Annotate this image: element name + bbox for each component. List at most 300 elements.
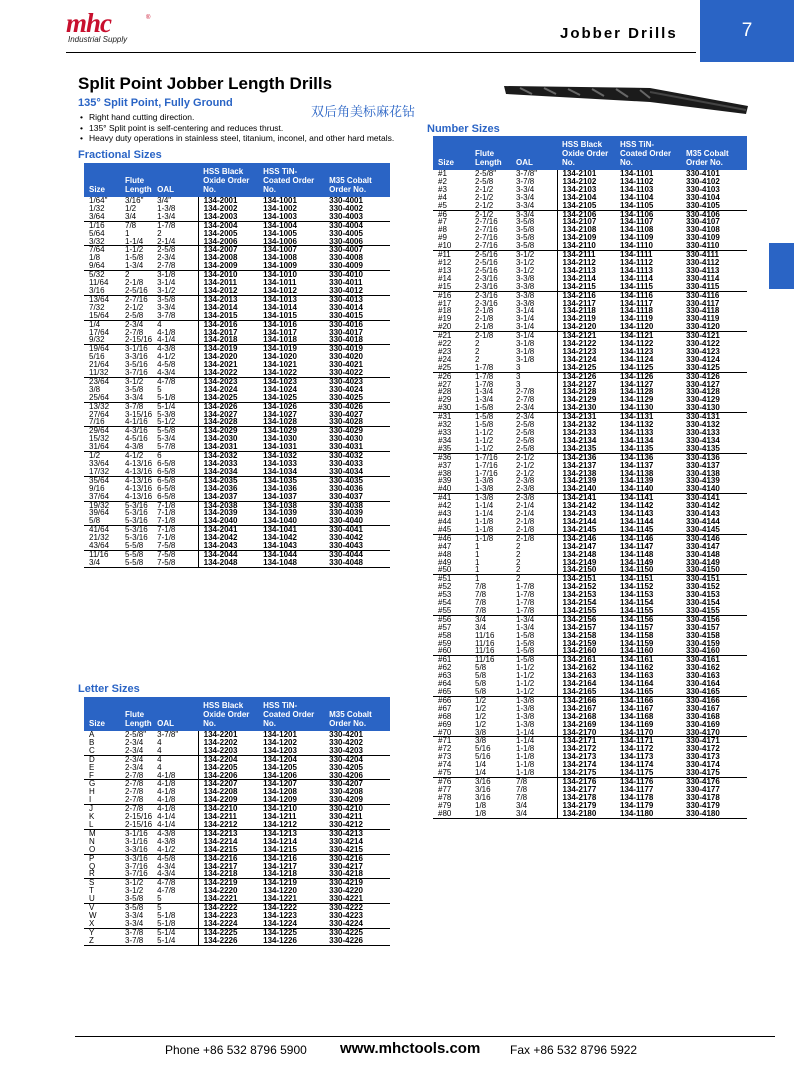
size-cell: #32	[438, 420, 452, 430]
flute-length-cell: 1-1/2	[475, 443, 494, 453]
oal-cell: 1-1/2	[511, 688, 557, 696]
logo-wordmark: mhc	[66, 8, 112, 38]
hss-tin-cell: 134-1212	[263, 819, 297, 829]
flute-length-cell: 5/8	[475, 671, 487, 681]
flute-length-cell: 2-3/16	[475, 281, 498, 291]
oal-cell: 4-7/8	[152, 879, 198, 887]
hss-black-oxide-header: HSS Black Oxide Order No.	[198, 697, 258, 731]
oal-cell: 3/4	[511, 802, 557, 810]
m35-cobalt-cell: 330-4171	[681, 737, 747, 745]
table-row	[84, 559, 390, 567]
oal-cell: 4-5/8	[152, 854, 198, 862]
oal-cell: 1-3/8	[152, 205, 198, 213]
oal-cell: 1-1/4	[511, 737, 557, 745]
hss-black-oxide-cell: 134-2142	[562, 501, 597, 511]
size-cell: #77	[438, 784, 452, 794]
oal-cell: 6-5/8	[152, 493, 198, 501]
size-cell: #43	[438, 509, 452, 519]
oal-cell: 7/8	[511, 786, 557, 794]
m35-cobalt-cell: 330-4176	[681, 777, 747, 785]
hss-black-oxide-cell: 134-2107	[562, 217, 597, 227]
hss-tin-cell: 134-1201	[263, 730, 297, 739]
oal-cell: 4-3/8	[152, 345, 198, 353]
m35-cobalt-cell: 330-4142	[686, 501, 720, 511]
flute-length-cell: 11/16	[475, 638, 495, 648]
oal-cell: 1-1/8	[511, 769, 557, 777]
oal-cell: 4-7/8	[152, 887, 198, 895]
oal-cell: 1-7/8	[511, 583, 557, 591]
flute-length-cell: 2-15/16	[125, 335, 153, 345]
logo-tagline: Industrial Supply	[68, 35, 128, 44]
hss-black-oxide-cell: 134-2225	[198, 928, 258, 936]
flute-length-cell: 2-3/16	[475, 298, 498, 308]
oal-cell: 6-5/8	[152, 460, 198, 468]
m35-cobalt-cell: 330-4107	[686, 217, 720, 227]
size-cell: #30	[438, 403, 452, 413]
m35-cobalt-cell: 330-4119	[686, 314, 720, 324]
hss-tin-cell: 134-1178	[620, 792, 654, 802]
size-cell: #25	[438, 362, 452, 372]
hss-tin-cell: 134-1037	[263, 491, 297, 501]
oal-cell: 3-1/2	[511, 259, 557, 267]
size-header: Size	[84, 163, 120, 197]
flute-length-cell: 3/16	[475, 792, 491, 802]
hss-black-oxide-cell: 134-2210	[198, 805, 258, 813]
oal-cell: 2	[511, 559, 557, 567]
oal-cell: 3-3/4	[511, 202, 557, 210]
size-cell: #74	[438, 760, 452, 770]
hss-black-oxide-cell: 134-2152	[562, 582, 597, 592]
hss-tin-cell: 134-1174	[620, 760, 654, 770]
flute-length-cell: 1	[475, 565, 480, 575]
m35-cobalt-cell: 330-4160	[686, 646, 720, 656]
oal-cell: 4	[152, 320, 198, 328]
hss-black-oxide-cell: 134-2131	[557, 413, 615, 421]
hss-black-oxide-cell: 134-2114	[562, 273, 596, 283]
oal-cell: 3-5/8	[511, 226, 557, 234]
oal-cell: 3-1/4	[511, 332, 557, 340]
m35-cobalt-cell: 330-4042	[329, 533, 363, 543]
oal-cell: 4-3/8	[152, 829, 198, 837]
hss-tin-cell: 134-1121	[615, 332, 681, 340]
flute-length-cell: 5-3/16	[125, 533, 148, 543]
size-cell: Z	[84, 937, 120, 945]
m35-cobalt-cell: 330-4165	[686, 687, 720, 696]
oal-cell: 2-1/4	[511, 502, 557, 510]
m35-cobalt-cell: 330-4013	[324, 295, 390, 303]
oal-cell: 2-7/8	[152, 262, 198, 270]
flute-length-cell: 3-7/16	[125, 368, 148, 378]
hss-black-oxide-cell: 134-2007	[198, 246, 258, 254]
flute-length-cell: 2-7/16	[475, 225, 498, 235]
flute-length-cell: 1-7/8	[470, 372, 511, 380]
hss-tin-cell: 134-1203	[263, 745, 297, 755]
size-cell: 43/64	[89, 541, 110, 551]
m35-cobalt-cell: 330-4003	[329, 211, 363, 221]
size-cell: #63	[438, 671, 452, 681]
flute-length-cell: 5-3/16	[125, 508, 148, 518]
size-cell: 1/2	[84, 452, 120, 460]
oal-cell: 1-7/8	[511, 599, 557, 607]
hss-black-oxide-cell: 134-2140	[562, 484, 597, 494]
flute-length-cell: 2	[475, 354, 480, 364]
oal-cell: 3-1/8	[511, 356, 557, 364]
m35-cobalt-cell: 330-4131	[681, 413, 747, 421]
oal-cell: 2-7/8	[511, 388, 557, 396]
m35-cobalt-cell: 330-4030	[329, 434, 363, 444]
oal-cell: 2-5/8	[152, 246, 198, 254]
size-cell: O	[89, 844, 96, 854]
size-cell: 33/64	[89, 459, 110, 468]
oal-cell: 3	[511, 381, 557, 389]
hss-black-oxide-cell: 134-2139	[562, 476, 597, 486]
flute-length-cell: 4-13/16	[125, 491, 153, 501]
oal-cell: 4-1/8	[152, 780, 198, 788]
oal-cell: 3	[511, 364, 557, 372]
size-cell: #50	[438, 565, 452, 575]
size-cell: #17	[438, 298, 452, 308]
oal-cell: 1-7/8	[152, 221, 198, 229]
m35-cobalt-cell: 330-4219	[324, 879, 390, 887]
size-cell: 29/64	[84, 427, 120, 435]
oal-cell: 3-1/2	[152, 287, 198, 295]
oal-cell: 2	[511, 551, 557, 559]
hss-black-oxide-cell: 134-2153	[562, 590, 597, 600]
size-cell: #76	[433, 777, 470, 785]
size-cell: 7/16	[89, 417, 105, 427]
hss-black-oxide-cell: 134-2032	[198, 452, 258, 460]
flute-length-cell: 3-1/16	[120, 345, 152, 353]
m35-cobalt-cell: 330-4147	[686, 541, 720, 551]
hss-tin-cell: 134-1170	[620, 727, 654, 737]
size-cell: 1/32	[89, 203, 105, 213]
hss-tin-cell: 134-1124	[620, 354, 654, 364]
hss-black-oxide-cell: 134-2132	[562, 420, 597, 430]
fax-number: Fax +86 532 8796 5922	[510, 1043, 638, 1057]
registered-mark: ®	[146, 15, 151, 21]
size-cell: 17/32	[89, 466, 110, 476]
flute-length-cell: 1-7/16	[470, 453, 511, 461]
m35-cobalt-cell: 330-4125	[686, 362, 720, 372]
m35-cobalt-cell: 330-4025	[329, 392, 363, 402]
oal-cell: 2-3/4	[511, 413, 557, 421]
flute-length-cell: 11/16	[475, 646, 495, 656]
m35-cobalt-cell: 330-4141	[681, 494, 747, 502]
flute-length-cell: 1-1/4	[475, 509, 494, 519]
hss-tin-cell: 134-1005	[263, 228, 297, 238]
size-cell: Y	[84, 928, 120, 936]
oal-cell: 5	[152, 904, 198, 912]
size-cell: #9	[438, 233, 447, 243]
flute-length-cell: 2-7/8	[120, 805, 152, 813]
m35-cobalt-cell: 330-4009	[329, 261, 363, 271]
hss-tin-cell: 134-1023	[258, 377, 324, 385]
hss-tin-cell: 134-1014	[263, 302, 297, 312]
flute-length-cell: 1-5/8	[125, 253, 144, 263]
m35-cobalt-cell: 330-4031	[329, 442, 363, 452]
size-cell: 5/16	[89, 352, 105, 362]
oal-cell: 3-1/4	[511, 323, 557, 331]
hss-black-oxide-cell: 134-2028	[203, 417, 238, 427]
oal-cell: 1-1/4	[511, 729, 557, 737]
size-cell: 3/64	[89, 211, 105, 221]
m35-cobalt-cell: 330-4220	[329, 886, 363, 896]
m35-cobalt-cell: 330-4048	[324, 559, 390, 567]
size-cell: 1/4	[84, 320, 120, 328]
size-cell: 3/16	[89, 285, 105, 295]
hss-black-oxide-cell: 134-2134	[562, 435, 597, 445]
hss-tin-cell: 134-1207	[258, 780, 324, 788]
m35-cobalt-cell: 330-4023	[324, 377, 390, 385]
feature-item: • 135° Split point is self-centering and reduces thrust.	[80, 123, 394, 134]
oal-cell: 4	[152, 747, 198, 755]
oal-cell: 2-3/8	[511, 494, 557, 502]
m35-cobalt-cell: 330-4135	[686, 443, 720, 453]
table-row	[84, 493, 390, 501]
size-cell: #22	[438, 339, 452, 349]
oal-cell: 2-1/4	[152, 238, 198, 246]
oal-cell: 3-5/8	[152, 295, 198, 303]
hss-black-oxide-cell: 134-2224	[203, 918, 238, 928]
oal-cell: 3-3/8	[511, 275, 557, 283]
m35-cobalt-cell: 330-4214	[329, 836, 363, 846]
hss-tin-cell: 134-1202	[263, 737, 297, 747]
hss-tin-cell: 134-1141	[615, 494, 681, 502]
m35-cobalt-cell: 330-4179	[686, 800, 720, 810]
flute-length-cell: 2-7/8	[125, 327, 144, 337]
hss-black-oxide-cell: 134-2011	[203, 278, 238, 288]
header-divider	[66, 52, 696, 53]
m35-cobalt-cell: 330-4146	[681, 534, 747, 542]
flute-length-cell: 1/2	[125, 203, 137, 213]
hss-black-oxide-cell: 134-2166	[557, 696, 615, 704]
oal-cell: 3-1/8	[152, 271, 198, 279]
hss-black-oxide-cell: 134-2148	[562, 549, 597, 559]
size-cell: S	[84, 879, 120, 887]
hss-tin-cell: 134-1130	[620, 403, 654, 413]
flute-length-cell: 1	[125, 228, 130, 238]
hss-black-oxide-cell: 134-2161	[557, 656, 615, 664]
m35-cobalt-cell: 330-4028	[329, 417, 363, 427]
m35-cobalt-header: M35 Cobalt Order No.	[324, 697, 390, 731]
m35-cobalt-cell: 330-4108	[686, 225, 720, 235]
flute-length-cell: 1-5/8	[475, 420, 494, 430]
m35-cobalt-cell: 330-4150	[686, 565, 720, 575]
m35-cobalt-cell: 330-4206	[329, 770, 363, 780]
hss-black-oxide-cell: 134-2169	[562, 719, 597, 729]
flute-length-cell: 1/2	[470, 696, 511, 704]
hss-black-oxide-cell: 134-2110	[562, 241, 596, 251]
hss-tin-cell: 134-1215	[263, 844, 297, 854]
size-cell: #27	[438, 379, 452, 389]
size-cell: J	[84, 805, 120, 813]
hss-black-oxide-cell: 134-2039	[203, 508, 238, 518]
size-cell: #55	[438, 605, 452, 615]
oal-cell: 5-3/4	[152, 435, 198, 443]
flute-length-cell: 2-15/16	[125, 812, 153, 822]
hss-tin-cell: 134-1164	[620, 679, 654, 689]
oal-cell: 7/8	[511, 777, 557, 785]
size-cell: #38	[438, 468, 452, 478]
flute-length-cell: 4-1/2	[120, 452, 152, 460]
size-cell: #15	[438, 281, 452, 291]
size-cell: P	[84, 854, 120, 862]
m35-cobalt-cell: 330-4215	[329, 844, 363, 854]
website-link[interactable]: www.mhctools.com	[340, 1040, 481, 1057]
m35-cobalt-cell: 330-4038	[324, 501, 390, 509]
hss-tin-cell: 134-1137	[620, 460, 654, 470]
m35-cobalt-cell: 330-4120	[686, 322, 720, 332]
oal-cell: 4-3/4	[152, 369, 198, 377]
hss-black-oxide-cell: 134-2151	[557, 575, 615, 583]
flute-length-cell: 2-3/4	[125, 737, 144, 747]
hss-black-oxide-cell: 134-2043	[203, 541, 238, 551]
hss-tin-cell: 134-1175	[620, 768, 654, 778]
hss-tin-cell: 134-1013	[258, 295, 324, 303]
size-cell: 5/32	[84, 271, 120, 279]
oal-cell: 7-1/8	[152, 526, 198, 534]
flute-length-cell: 2-1/2	[475, 200, 494, 210]
hss-black-oxide-cell: 134-2126	[557, 372, 615, 380]
hss-tin-cell: 134-1044	[258, 550, 324, 558]
hss-tin-cell: 134-1160	[620, 646, 654, 656]
hss-black-oxide-cell: 134-2168	[562, 711, 597, 721]
m35-cobalt-cell: 330-4177	[686, 784, 720, 794]
oal-cell: 5-1/8	[152, 912, 198, 920]
hss-black-oxide-cell: 134-2002	[203, 203, 238, 213]
oal-cell: 1-3/8	[511, 696, 557, 704]
oal-cell: 1-5/8	[511, 647, 557, 655]
hss-tin-header: HSS TiN-Coated Order No.	[258, 163, 324, 197]
size-cell: #35	[438, 443, 452, 453]
hss-tin-cell: 134-1150	[620, 565, 654, 575]
hss-black-oxide-cell: 134-2147	[562, 541, 597, 551]
flute-length-cell: 5/16	[475, 744, 491, 754]
size-cell: 9/32	[89, 335, 105, 345]
hss-black-oxide-cell: 134-2104	[562, 192, 597, 202]
flute-length-cell: 1-1/8	[475, 516, 494, 526]
oal-cell: 1-3/8	[511, 705, 557, 713]
table-row	[433, 283, 747, 291]
hss-tin-cell: 134-1021	[263, 360, 297, 370]
m35-cobalt-cell: 330-4158	[686, 630, 720, 640]
hss-black-oxide-cell: 134-2135	[562, 443, 597, 453]
hss-tin-cell: 134-1179	[620, 800, 654, 810]
hss-black-oxide-cell: 134-2021	[203, 360, 238, 370]
flute-length-cell: 2-5/8"	[125, 730, 147, 739]
hss-black-oxide-cell: 134-2133	[562, 428, 597, 437]
size-cell: F	[89, 770, 94, 780]
table-row	[84, 312, 390, 320]
flute-length-cell: 4-3/8	[125, 442, 144, 452]
flute-length-cell: 3-1/2	[125, 886, 144, 896]
size-cell: #24	[438, 354, 452, 364]
flute-length-cell: 2-7/16	[120, 295, 152, 303]
size-cell: #39	[438, 476, 452, 486]
flute-length-cell: 3/4	[470, 615, 511, 623]
flute-length-cell: 3-5/8	[125, 384, 144, 394]
table-row	[433, 445, 747, 453]
m35-cobalt-cell: 330-4202	[329, 737, 363, 747]
size-cell: 39/64	[89, 508, 110, 518]
hss-tin-cell: 134-1009	[263, 261, 297, 271]
oal-cell: 3	[511, 372, 557, 380]
size-cell: 3/32	[89, 236, 105, 246]
oal-cell: 4	[152, 764, 198, 772]
m35-cobalt-cell: 330-4016	[324, 320, 390, 328]
hss-black-oxide-cell: 134-2033	[203, 459, 238, 468]
size-cell: U	[89, 894, 95, 904]
oal-cell: 2	[152, 230, 198, 238]
size-cell: #64	[438, 679, 452, 689]
hss-tin-cell: 134-1012	[263, 285, 297, 295]
hss-black-oxide-cell: 134-2208	[203, 787, 238, 797]
flute-length-cell: 3-7/8	[120, 937, 152, 945]
flute-length-cell: 2-5/8"	[475, 169, 497, 178]
m35-cobalt-cell: 330-4026	[324, 402, 390, 410]
size-cell: 31/64	[89, 442, 110, 452]
oal-cell: 2-3/4	[511, 404, 557, 412]
hss-black-oxide-cell: 134-2014	[203, 302, 238, 312]
hss-tin-cell: 134-1041	[258, 526, 324, 534]
hss-tin-cell: 134-1102	[620, 176, 654, 186]
oal-cell: 5-1/4	[152, 402, 198, 410]
flute-length-cell: 7/8	[120, 221, 152, 229]
oal-cell: 5-1/2	[152, 418, 198, 426]
hss-tin-cell: 134-1152	[620, 582, 654, 592]
oal-cell: 7-1/8	[152, 534, 198, 542]
size-cell: #40	[438, 484, 452, 494]
m35-cobalt-cell: 330-4101	[686, 169, 720, 178]
hss-black-oxide-cell: 134-2160	[562, 646, 597, 656]
flute-length-cell: 3/16"	[125, 196, 144, 205]
size-cell: #31	[433, 413, 470, 421]
hss-tin-cell: 134-1177	[620, 784, 654, 794]
flute-length-cell: 1	[475, 541, 480, 551]
size-cell: #65	[438, 687, 452, 696]
hss-tin-cell: 134-1225	[258, 928, 324, 936]
oal-cell: 1-1/8	[511, 753, 557, 761]
oal-cell: 1-5/8	[511, 640, 557, 648]
m35-cobalt-cell: 330-4117	[686, 298, 720, 308]
page-number-tab	[700, 0, 794, 62]
hss-black-oxide-cell: 134-2127	[562, 379, 597, 389]
m35-cobalt-cell: 330-4140	[686, 484, 720, 494]
hss-tin-cell: 134-1165	[620, 687, 654, 696]
hss-tin-cell: 134-1143	[620, 509, 654, 519]
m35-cobalt-cell: 330-4012	[329, 285, 363, 295]
letter-sizes-title: Letter Sizes	[78, 683, 140, 695]
hss-black-oxide-cell: 134-2173	[562, 752, 597, 762]
m35-cobalt-cell: 330-4168	[686, 711, 720, 721]
m35-cobalt-cell: 330-4027	[329, 409, 363, 419]
hss-black-oxide-cell: 134-2040	[203, 516, 238, 526]
hss-tin-cell: 134-1103	[620, 184, 654, 194]
oal-cell: 1-3/8	[511, 721, 557, 729]
size-cell: D	[84, 755, 120, 763]
hss-tin-cell: 134-1015	[263, 310, 297, 320]
hss-tin-cell: 134-1038	[258, 501, 324, 509]
oal-cell: 3-7/8"	[511, 170, 557, 178]
size-cell: W	[89, 910, 97, 920]
m35-cobalt-cell: 330-4180	[681, 810, 747, 818]
oal-cell: 3-3/8	[511, 300, 557, 308]
hss-tin-cell: 134-1133	[620, 428, 654, 437]
hss-black-oxide-cell: 134-2221	[203, 894, 238, 904]
hss-black-oxide-cell: 134-2157	[562, 622, 597, 632]
m35-cobalt-cell: 330-4014	[329, 302, 363, 312]
oal-cell: 3-3/8	[511, 291, 557, 299]
